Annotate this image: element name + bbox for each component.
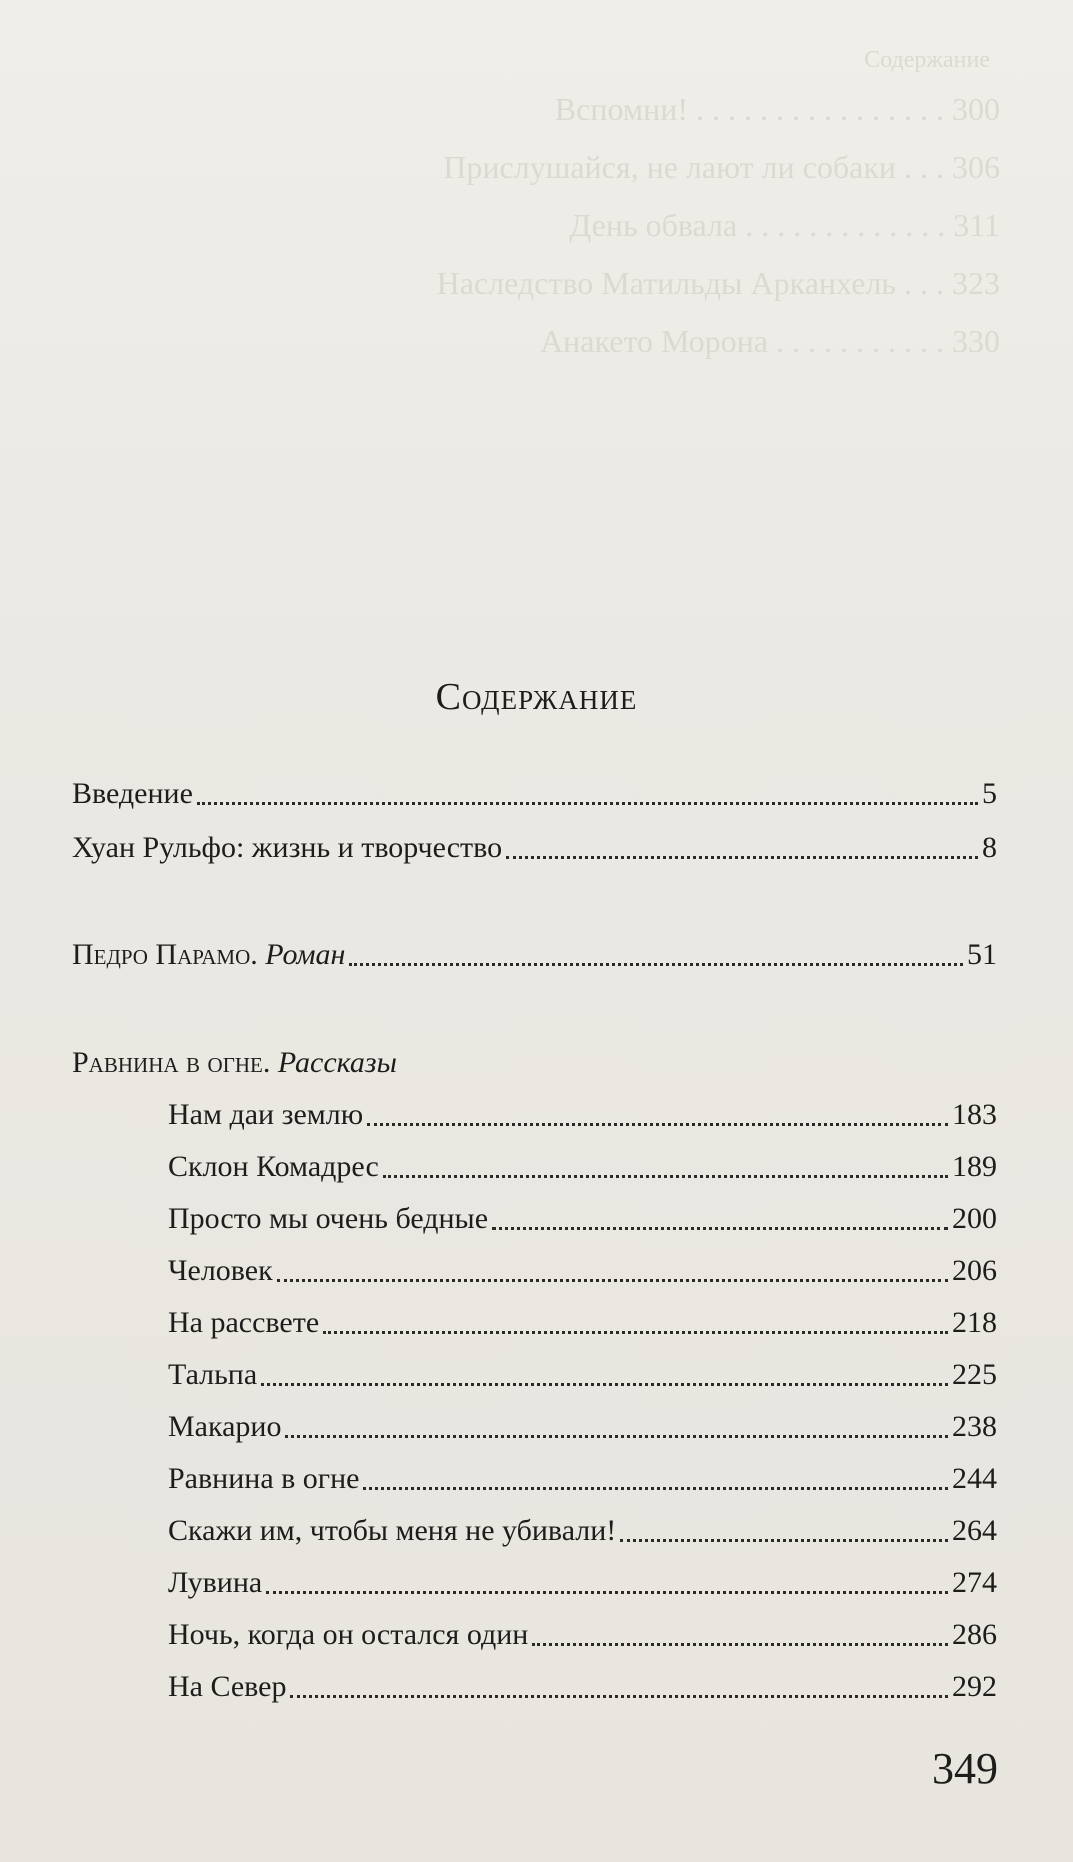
toc-entry-page: 218 <box>952 1306 997 1339</box>
dot-leader <box>383 1175 948 1178</box>
dot-leader <box>290 1695 948 1698</box>
dot-leader <box>261 1383 948 1386</box>
toc-entry-label: Ночь, когда он остался один <box>168 1618 529 1651</box>
toc-entry-novel <box>72 938 997 972</box>
toc-entry-story <box>168 1618 997 1652</box>
dot-leader <box>532 1643 948 1646</box>
toc-entry-label <box>72 938 345 972</box>
dot-leader <box>323 1331 948 1334</box>
toc-entry-story <box>168 1514 997 1548</box>
dot-leader <box>285 1435 948 1438</box>
toc-entry-page: 5 <box>982 777 997 810</box>
show-through-text <box>300 40 1000 370</box>
toc-entry-label: Склон Комадрес <box>168 1150 379 1183</box>
toc-entry-page: 244 <box>952 1462 997 1495</box>
toc-entry-label: Человек <box>168 1254 273 1287</box>
toc-entry-story <box>168 1150 997 1184</box>
toc-entry-page: 292 <box>952 1670 997 1703</box>
toc-entry-label: Нам даи землю <box>168 1098 364 1131</box>
toc-entry-story <box>168 1410 997 1444</box>
toc-entry-biography <box>72 831 997 865</box>
toc-entry-label: На рассвете <box>168 1306 320 1339</box>
toc-entry-label: Макарио <box>168 1410 282 1443</box>
toc-entry-page: 206 <box>952 1254 997 1287</box>
toc-entry-page: 264 <box>952 1514 997 1547</box>
toc-entry-page: 8 <box>982 831 997 864</box>
toc-entry-label: Хуан Рульфо: жизнь и творчество <box>72 831 503 864</box>
toc-entry-label: На Север <box>168 1670 287 1703</box>
toc-entry-page: 274 <box>952 1566 997 1599</box>
dot-leader <box>492 1227 948 1230</box>
toc-entry-page: 225 <box>952 1358 997 1391</box>
page-number: 349 <box>932 1744 998 1793</box>
show-through-line: Вспомни! . . . . . . . . . . . . . . . . 300 <box>554 91 1000 127</box>
toc-entry-page: 51 <box>967 938 997 971</box>
show-through-line: Анакето Морона . . . . . . . . . . . 330 <box>540 323 1000 359</box>
toc-entry-label: Просто мы очень бедные <box>168 1202 489 1235</box>
show-through-line: День обвала . . . . . . . . . . . . . 311 <box>569 207 1000 243</box>
dot-leader <box>266 1591 948 1594</box>
toc-entry-page: 200 <box>952 1202 997 1235</box>
dot-leader <box>197 802 978 805</box>
toc-entry-page: 183 <box>952 1098 997 1131</box>
toc-entry-page: 286 <box>952 1618 997 1651</box>
toc-entry-label: Введение <box>72 777 193 810</box>
dot-leader <box>367 1123 948 1126</box>
toc-entry-story <box>168 1306 997 1340</box>
toc-entry-label: Лувина <box>168 1566 263 1599</box>
toc-title: Содержание <box>435 676 638 718</box>
work-genre: Рассказы <box>277 1046 397 1079</box>
toc-entry-story <box>168 1566 997 1600</box>
work-title: Педро Парамо. <box>72 938 258 971</box>
toc-entry-intro <box>72 777 997 811</box>
toc-entry-story <box>168 1098 997 1132</box>
dot-leader <box>349 963 963 966</box>
toc-entry-page: 189 <box>952 1150 997 1183</box>
show-through-heading: Содержание <box>864 47 990 73</box>
show-through-line: Прислушайся, не лают ли собаки . . . 306 <box>443 149 1000 185</box>
toc-entry-label: Тальпа <box>168 1358 258 1391</box>
toc-entry-story <box>168 1462 997 1496</box>
work-genre: Роман <box>265 938 346 971</box>
dot-leader <box>277 1279 948 1282</box>
toc-entry-page: 238 <box>952 1410 997 1443</box>
toc-entry-label: Равнина в огне <box>168 1462 360 1495</box>
toc-entry-label: Скажи им, чтобы меня не убивали! <box>168 1514 617 1547</box>
dot-leader <box>620 1539 948 1542</box>
dot-leader <box>506 856 978 859</box>
dot-leader <box>363 1487 948 1490</box>
toc-entry-story <box>168 1670 997 1704</box>
toc-entry-story <box>168 1254 997 1288</box>
show-through-line: Наследство Матильды Арканхель . . . 323 <box>436 265 1000 301</box>
toc-entry-story <box>168 1202 997 1236</box>
work-title: Равнина в огне. <box>72 1046 271 1079</box>
toc-section-stories <box>72 1046 397 1080</box>
toc-entry-story <box>168 1358 997 1392</box>
